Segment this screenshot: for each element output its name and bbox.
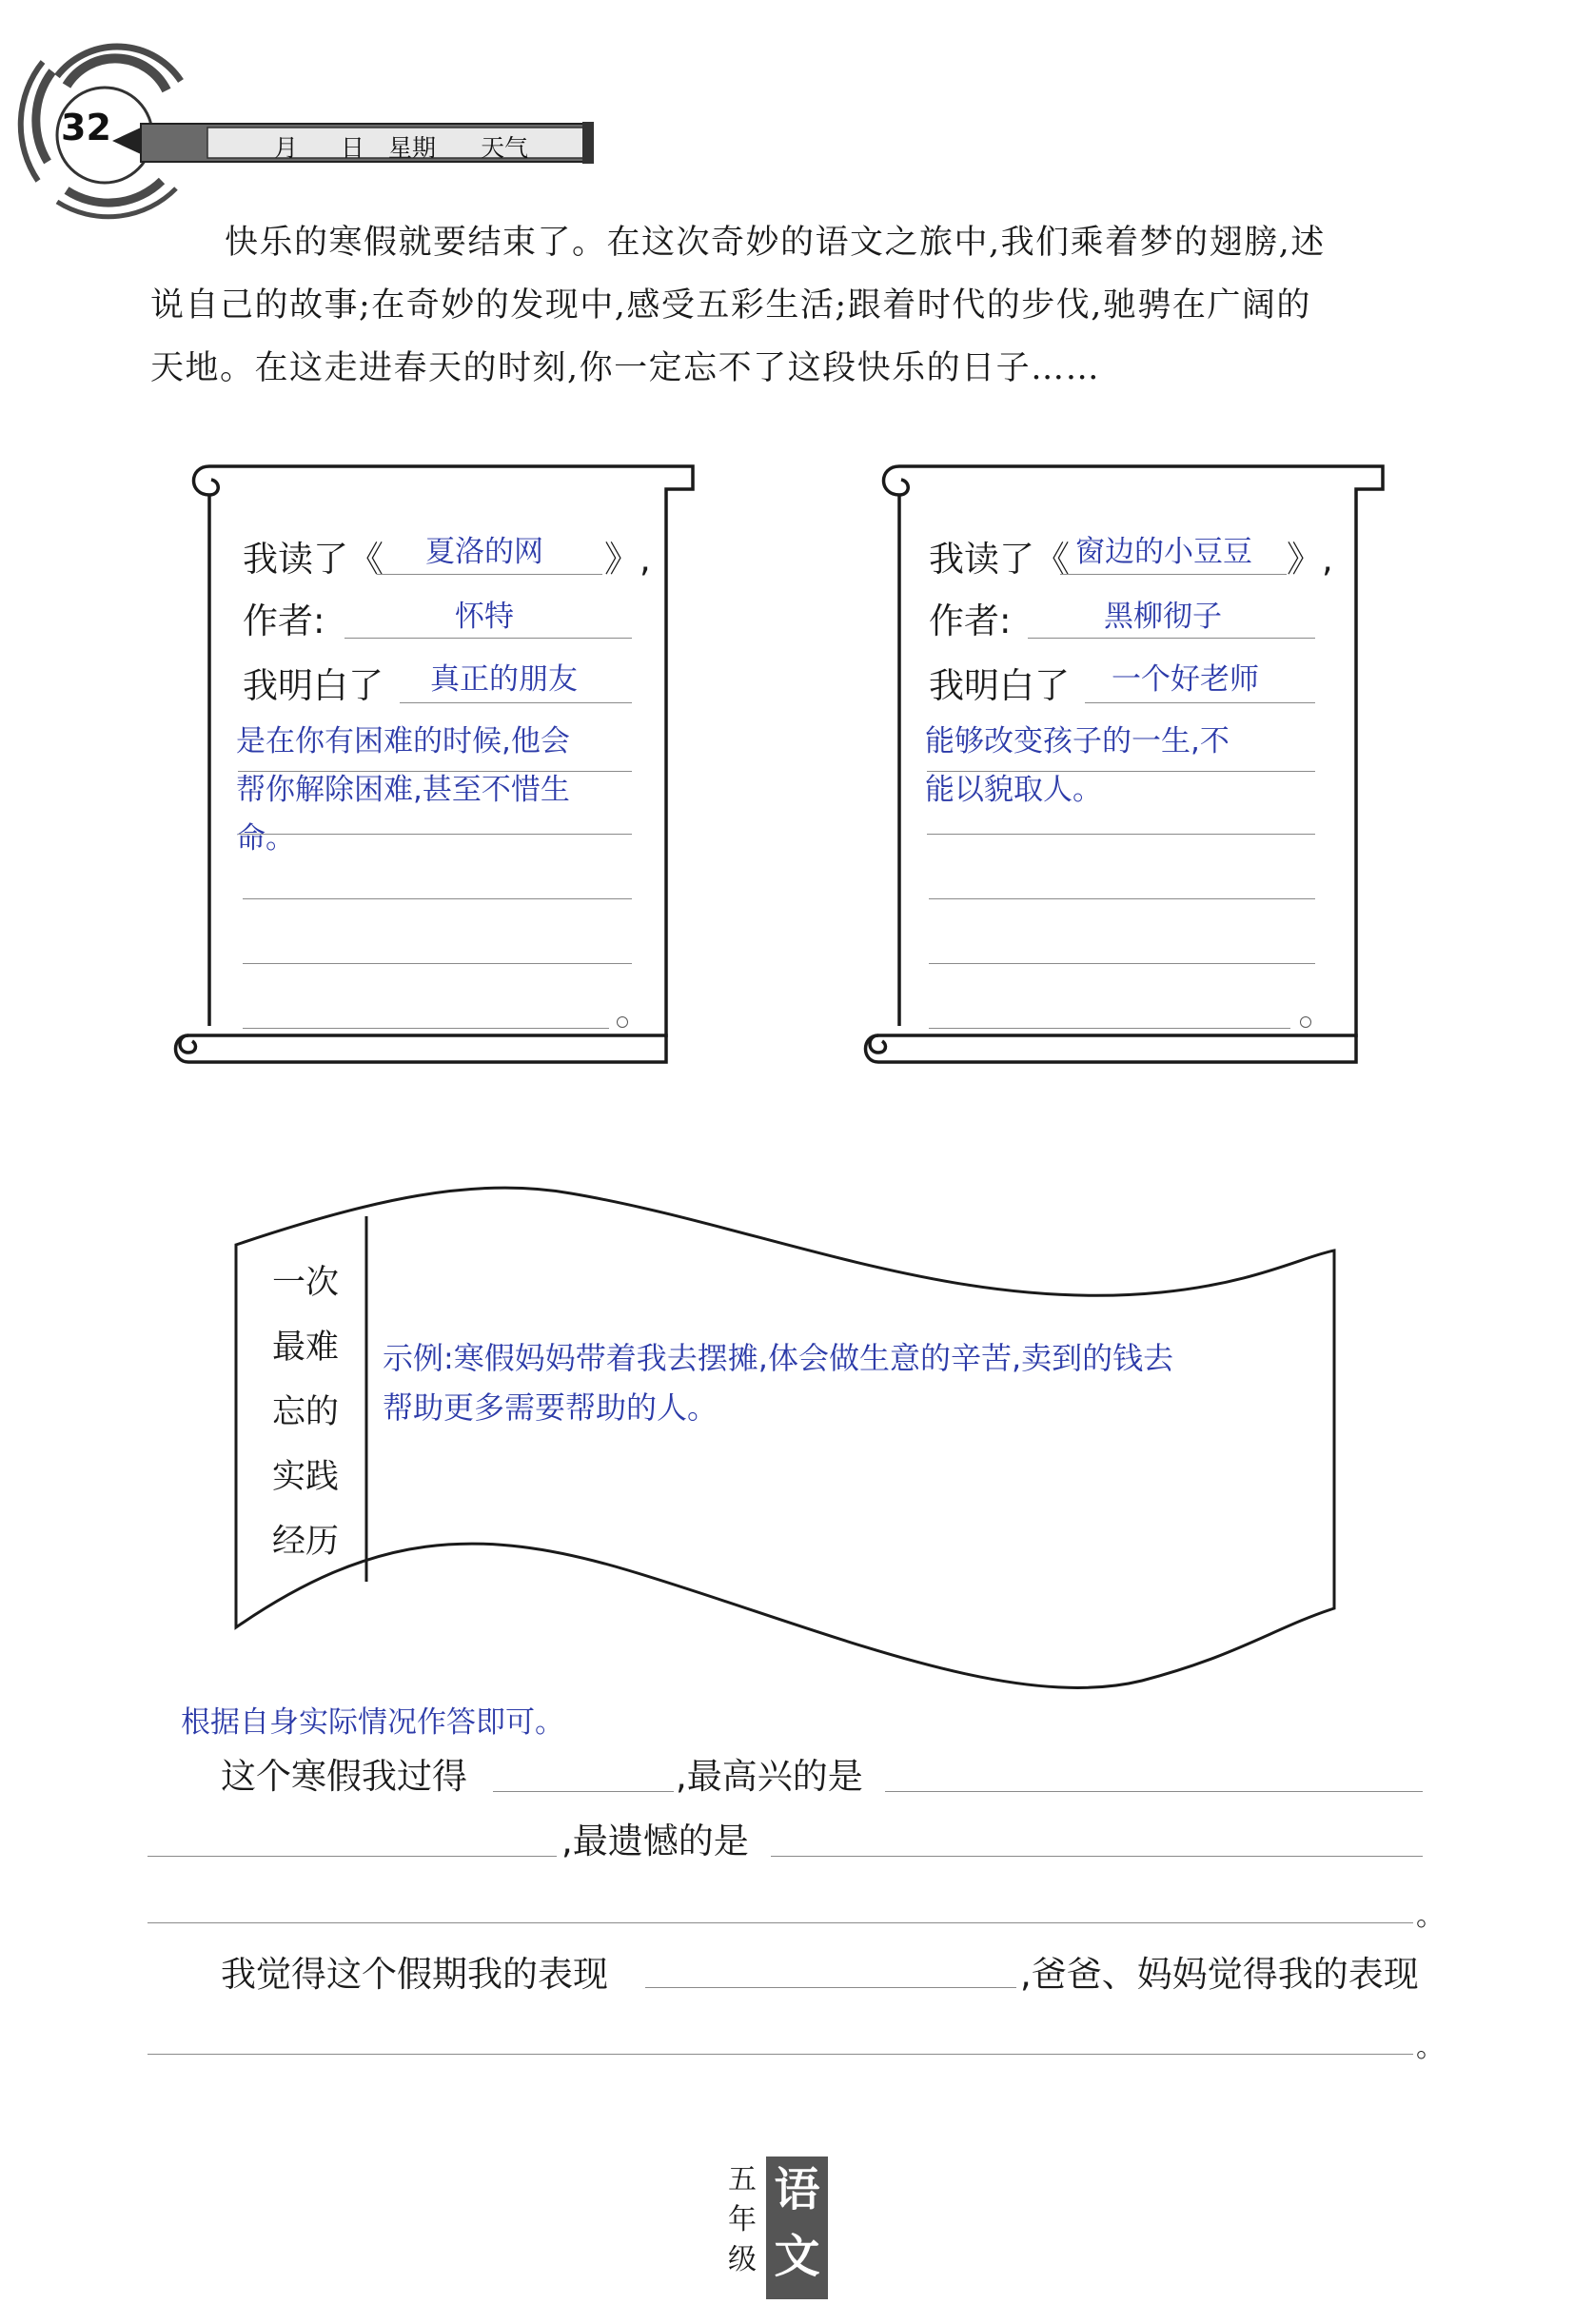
footer-grade-char-1: 五 (728, 2163, 757, 2196)
summary-line2-mid: ,最遗憾的是 (561, 1821, 749, 1861)
summary-hint: 根据自身实际情况作答即可。 (181, 1705, 564, 1740)
summary-regret-blank (771, 1856, 1423, 1857)
page-number: 32 (61, 107, 111, 148)
left-author: 怀特 (455, 600, 514, 634)
right-rule-2 (927, 834, 1315, 835)
summary-happiest-blank (885, 1791, 1423, 1792)
left-read-prefix: 我读了《 (243, 539, 384, 580)
intro-line-1: 快乐的寒假就要结束了。在这次奇妙的语文之旅中,我们乘着梦的翅膀,述 (225, 224, 1326, 262)
summary-end-mark-2: 。 (1416, 2031, 1445, 2064)
intro-line-2: 说自己的故事;在奇妙的发现中,感受五彩生活;跟着时代的步伐,驰骋在广阔的 (150, 286, 1311, 325)
summary-line4-mid: ,爸爸、妈妈觉得我的表现 (1020, 1954, 1419, 1995)
right-title-blank (1060, 574, 1287, 575)
right-author: 黑柳彻子 (1104, 600, 1222, 634)
left-learned-line-3: 命。 (236, 821, 295, 856)
summary-regret-blank-cont (148, 1922, 1413, 1923)
right-rule-5 (929, 1028, 1290, 1029)
banner-label-2: 最难 (271, 1329, 339, 1367)
right-end-mark (1300, 1016, 1311, 1028)
banner-label-1: 一次 (271, 1264, 339, 1302)
left-end-mark (617, 1016, 628, 1028)
banner-label-4: 实践 (271, 1458, 339, 1496)
intro-paragraph (150, 211, 1454, 400)
right-read-prefix: 我读了《 (929, 539, 1070, 580)
footer-grade-char-2: 年 (728, 2203, 757, 2236)
right-author-label: 作者: (929, 601, 1012, 641)
left-learned-line-1: 是在你有困难的时候,他会 (236, 724, 570, 758)
banner-label-3: 忘的 (271, 1393, 339, 1431)
footer-subject-char-1: 语 (774, 2163, 820, 2216)
left-learned-label: 我明白了 (243, 665, 384, 706)
left-rule-2 (238, 834, 632, 835)
summary-line1-mid: ,最高兴的是 (676, 1756, 863, 1797)
banner-label-5: 经历 (271, 1523, 339, 1561)
left-author-blank (344, 638, 632, 639)
right-learned-line-2: 能以貌取人。 (925, 773, 1102, 807)
weather-label: 天气 (481, 134, 529, 162)
right-read-suffix: 》, (1287, 539, 1333, 580)
right-author-blank (1028, 638, 1315, 639)
left-rule-4 (243, 963, 632, 964)
left-rule-3 (243, 898, 632, 899)
left-author-label: 作者: (243, 601, 325, 641)
left-rule-1 (238, 771, 632, 772)
footer-subject-char-2: 文 (774, 2230, 820, 2283)
banner-answer-line-2: 帮助更多需要帮助的人。 (383, 1389, 718, 1426)
summary-line4-prefix: 我觉得这个假期我的表现 (221, 1954, 608, 1995)
summary-holiday-blank (493, 1791, 674, 1792)
summary-happiest-blank-cont (148, 1856, 557, 1857)
right-learned-first: 一个好老师 (1112, 662, 1259, 697)
left-book-title: 夏洛的网 (425, 535, 543, 569)
right-rule-3 (929, 898, 1315, 899)
footer-grade (723, 2160, 761, 2280)
banner-answer-line-1: 示例:寒假妈妈带着我去摆摊,体会做生意的辛苦,卖到的钱去 (383, 1340, 1174, 1376)
right-rule-1 (927, 771, 1315, 772)
weekday-label: 星期 (388, 134, 437, 162)
month-label: 月 (274, 134, 299, 162)
header-decoration (0, 0, 1594, 228)
right-learned-label: 我明白了 (929, 665, 1070, 706)
summary-line1-prefix: 这个寒假我过得 (221, 1756, 467, 1797)
right-learned-line-1: 能够改变孩子的一生,不 (925, 724, 1230, 758)
left-learned-first: 真正的朋友 (430, 662, 578, 697)
summary-end-mark-1: 。 (1416, 1900, 1445, 1933)
summary-self-blank (645, 1987, 1016, 1988)
day-label: 日 (341, 134, 365, 162)
summary-parents-blank (148, 2054, 1413, 2055)
left-title-blank (377, 574, 602, 575)
left-read-suffix: 》, (604, 539, 651, 580)
right-learned-blank (1085, 702, 1315, 703)
left-learned-line-2: 帮你解除困难,甚至不惜生 (236, 773, 570, 807)
left-learned-blank (400, 702, 632, 703)
intro-line-3: 天地。在这走进春天的时刻,你一定忘不了这段快乐的日子…… (150, 349, 1101, 387)
left-rule-5 (243, 1028, 609, 1029)
banner-frame (228, 1180, 1351, 1694)
right-book-title: 窗边的小豆豆 (1075, 535, 1252, 569)
right-rule-4 (929, 963, 1315, 964)
footer-grade-char-3: 级 (728, 2243, 757, 2276)
footer-subject-badge (766, 2157, 828, 2299)
